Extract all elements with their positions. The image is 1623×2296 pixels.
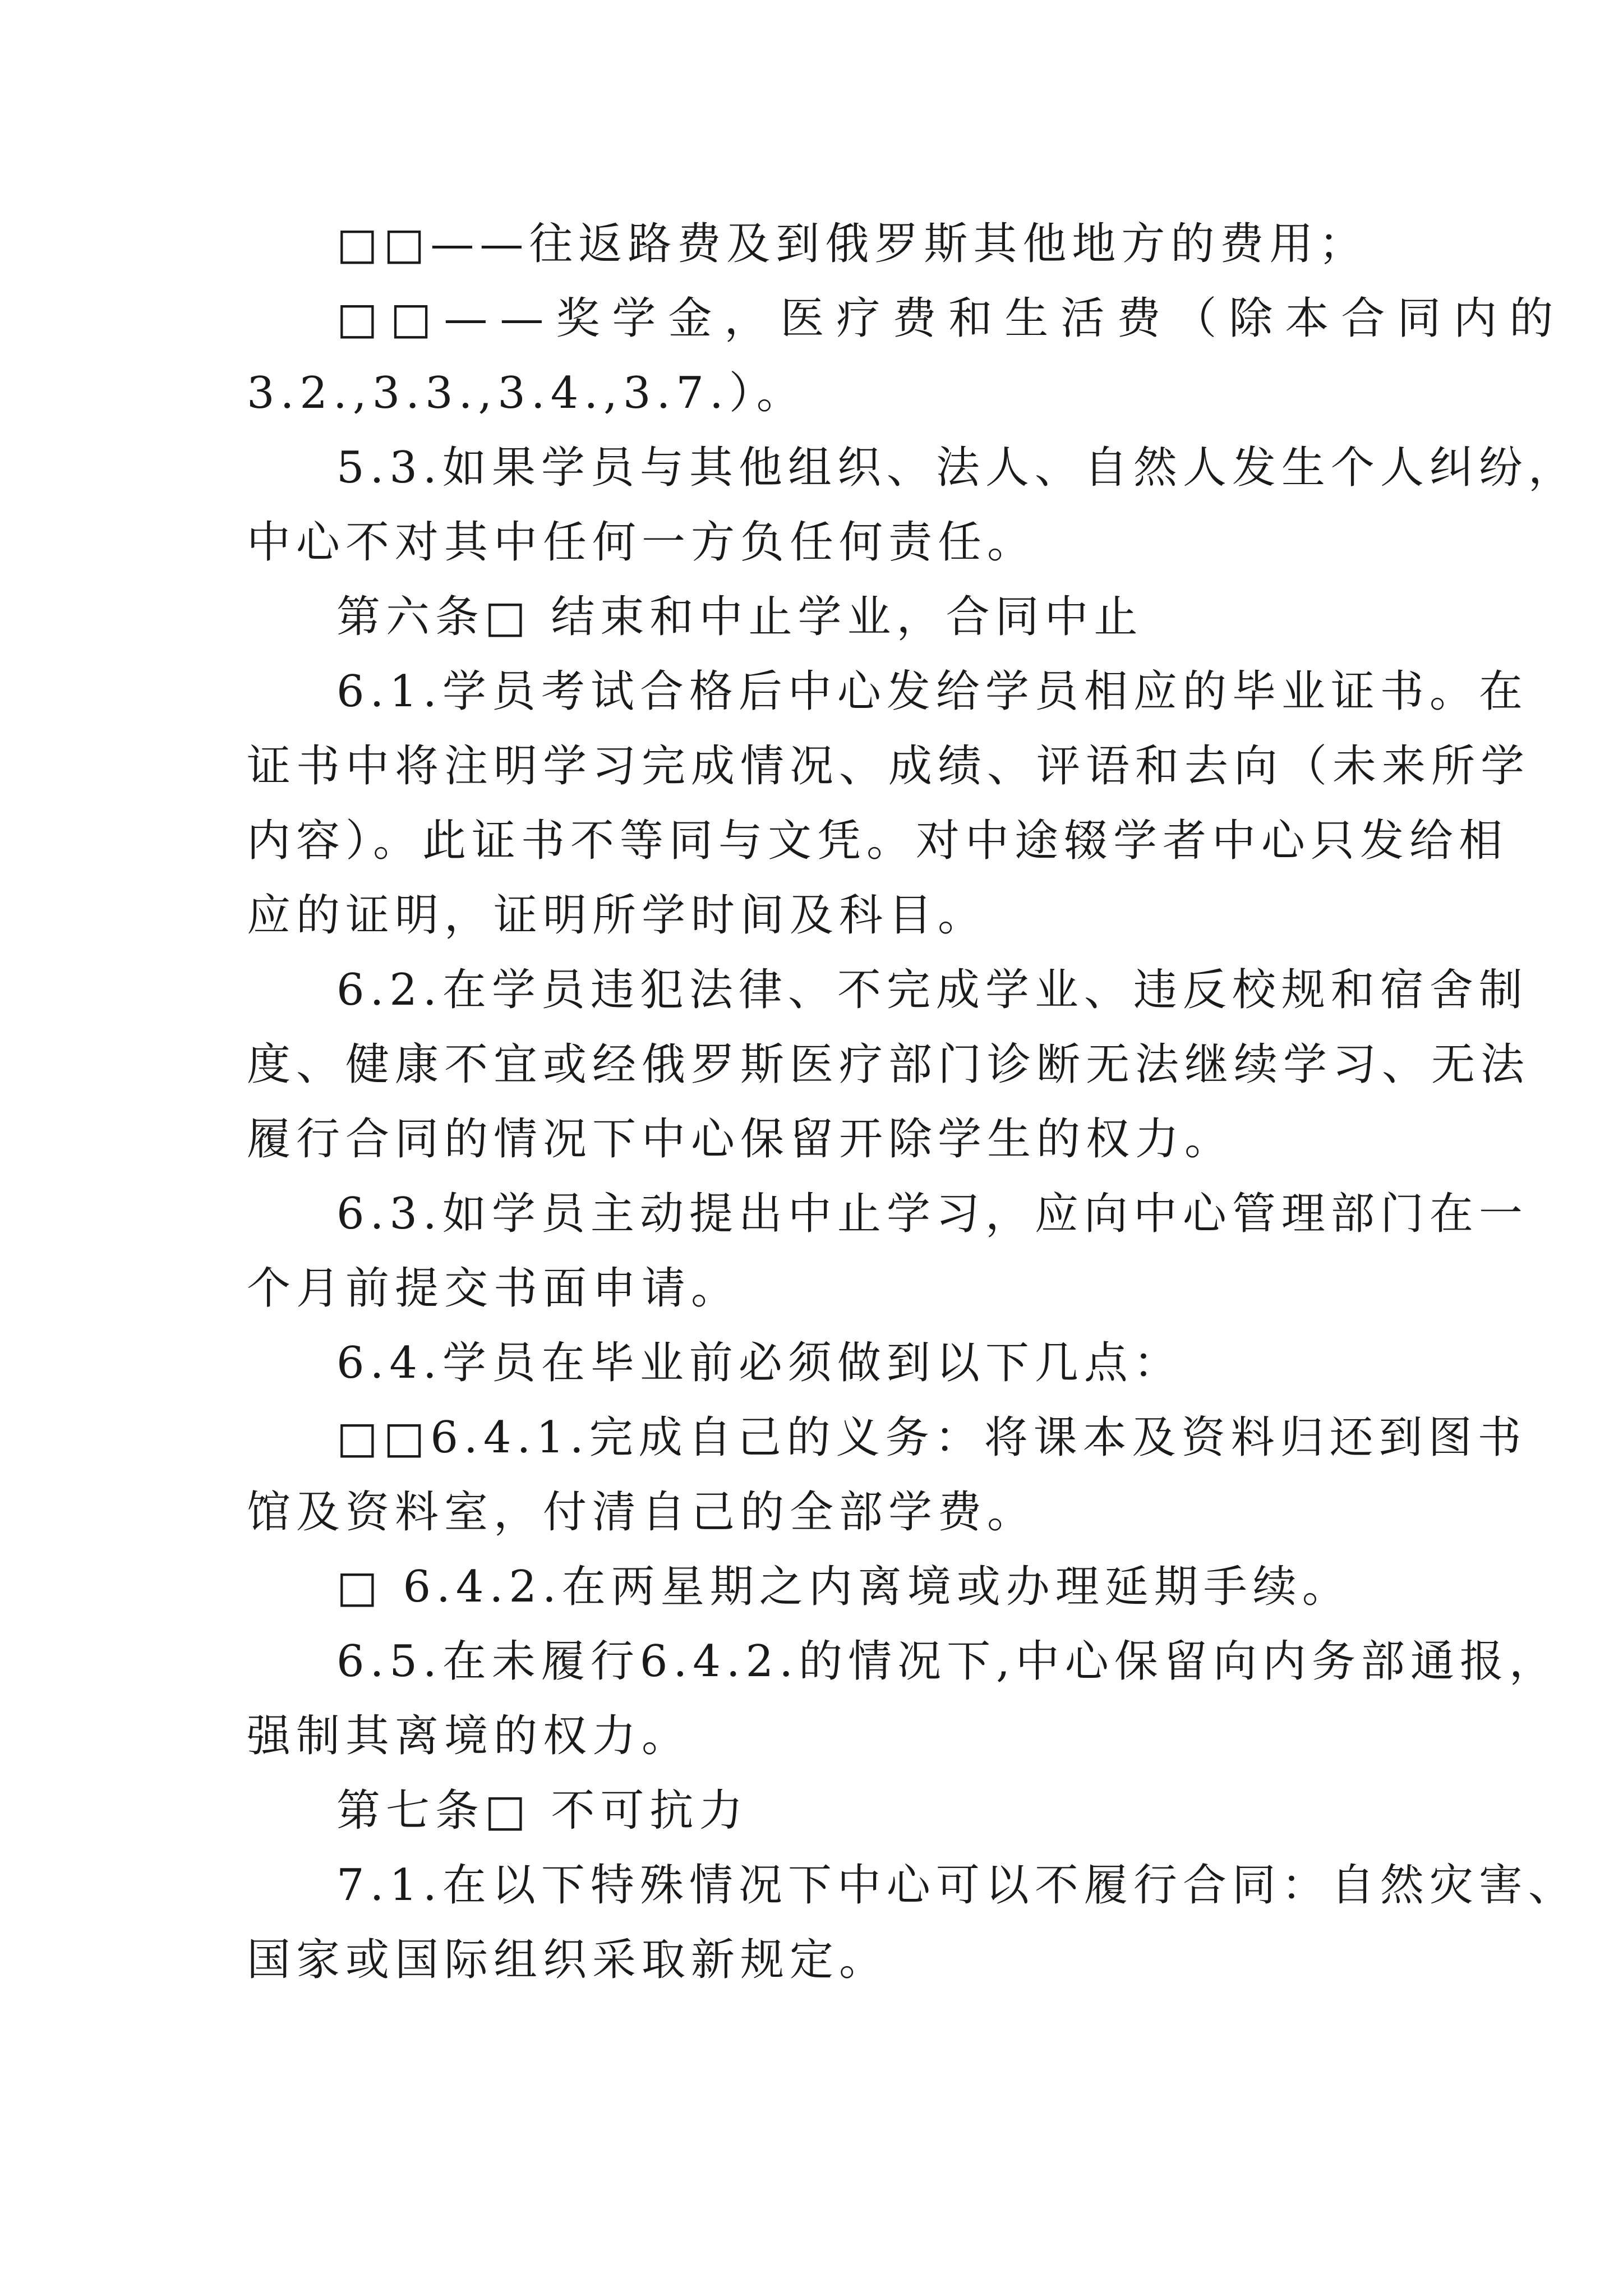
text-line-3: 3.2.,3.3.,3.4.,3.7.）。 [247, 368, 806, 418]
text-line-24: 国家或国际组织采取新规定。 [247, 1935, 889, 1985]
text-line-5: 中心不对其中任何一方负任何责任。 [247, 517, 1037, 568]
text-line-23: 7.1.在以下特殊情况下中心可以不履行合同：自然灾害、 [336, 1860, 1578, 1911]
text-line-15: 个月前提交书面申请。 [247, 1263, 741, 1314]
text-line-14: 6.3.如学员主动提出中止学习，应向中心管理部门在一 [336, 1189, 1528, 1239]
text-line-20: 6.5.在未履行6.4.2.的情况下,中心保留向内务部通报， [336, 1636, 1559, 1687]
text-line-4: 5.3.如果学员与其他组织、法人、自然人发生个人纠纷， [336, 443, 1578, 493]
text-line-16: 6.4.学员在毕业前必须做到以下几点： [336, 1338, 1183, 1388]
text-line-21: 强制其离境的权力。 [247, 1711, 691, 1761]
text-line-1: □□——往返路费及到俄罗斯其他地方的费用； [336, 219, 1368, 269]
section-heading-6: 第六条□ 结束和中止学业，合同中止 [336, 592, 1144, 642]
text-line-10: 应的证明，证明所学时间及科目。 [247, 890, 988, 941]
text-line-8: 证书中将注明学习完成情况、成绩、评语和去向（未来所学 [247, 741, 1530, 792]
text-line-18: 馆及资料室，付清自己的全部学费。 [247, 1487, 1037, 1538]
section-heading-7: 第七条□ 不可抗力 [336, 1786, 749, 1836]
text-line-13: 履行合同的情况下中心保留开除学生的权力。 [247, 1114, 1234, 1165]
text-line-2: □□——奖学金，医疗费和生活费（除本合同内的 [336, 293, 1566, 344]
text-line-7: 6.1.学员考试合格后中心发给学员相应的毕业证书。在 [336, 666, 1528, 717]
text-line-11: 6.2.在学员违犯法律、不完成学业、违反校规和宿舍制 [336, 965, 1528, 1015]
text-line-19: □ 6.4.2.在两星期之内离境或办理延期手续。 [336, 1562, 1352, 1612]
text-line-9: 内容）。此证书不等同与文凭。对中途辍学者中心只发给相 [247, 816, 1509, 866]
text-line-12: 度、健康不宜或经俄罗斯医疗部门诊断无法继续学习、无法 [247, 1039, 1530, 1090]
text-line-17: □□6.4.1.完成自己的义务：将课本及资料归还到图书 [336, 1412, 1527, 1463]
